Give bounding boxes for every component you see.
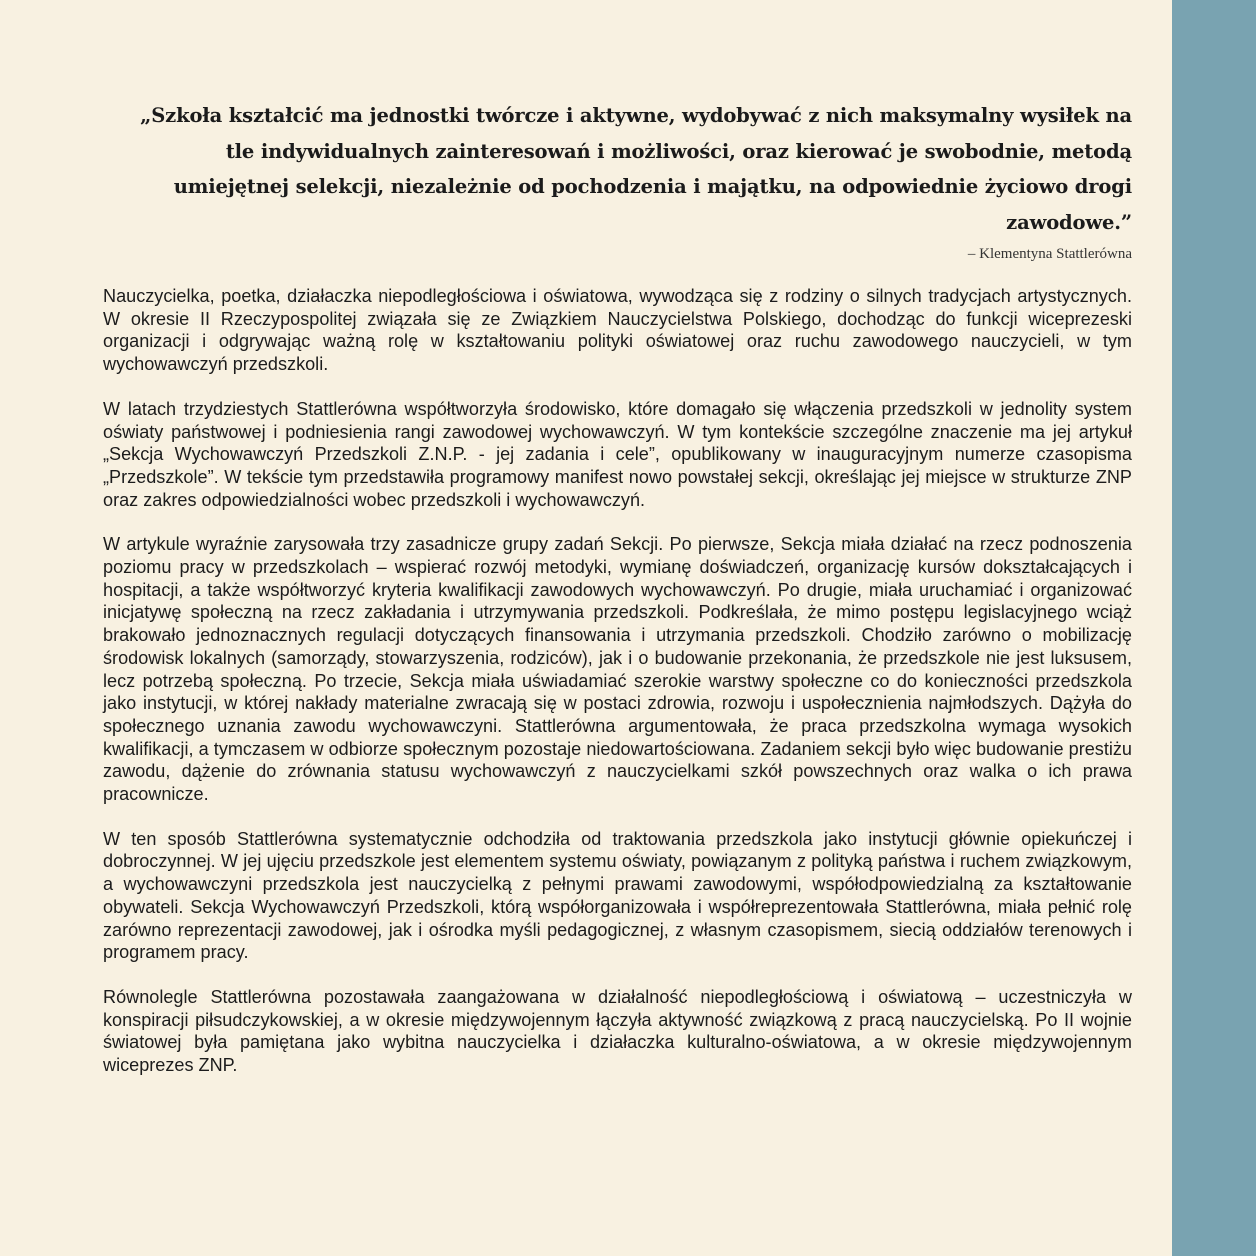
paragraph-4: W ten sposób Stattlerówna systematycznie odchodziła od traktowania przedszkola jako instytucji głównie opiekuńczej i dobroczynnej. W jej ujęciu przedszkole jest elementem systemu oświaty, powiązanym z polityką państwa i ruchem związkowym, a wychowawczyni przedszkola jest nauczycielką z pełnymi prawami zawodowymi, współodpowiedzialną za kształtowanie obywateli. Sekcja Wychowawczyń Przedszkoli, którą współorganizowała i współreprezentowała Stattlerówna, miała pełnić rolę zarówno reprezentacji zawodowej, jak i ośrodka myśli pedagogicznej, z własnym czasopismem, siecią oddziałów terenowych i programem pracy. [103,828,1132,963]
paragraph-2: W latach trzydziestych Stattlerówna współtworzyła środowisko, które domagało się włączenia przedszkoli w jednolity system oświaty państwowej i podniesienia rangi zawodowej wychowawczyń. W tym kontekście szczególne znaczenie ma jej artykuł „Sekcja Wychowawczyń Przedszkoli Z.N.P. - jej zadania i cele”, opublikowany w inauguracyjnym numerze czasopisma „Przedszkole”. W tekście tym przedstawiła programowy manifest nowo powstałej sekcji, określając jej miejsce w strukturze ZNP oraz zakres odpowiedzialności wobec przedszkoli i wychowawczyń. [103,398,1132,510]
paragraph-1: Nauczycielka, poetka, działaczka niepodległościowa i oświatowa, wywodząca się z rodziny o silnych tradycjach artystycznych. W okresie II Rzeczypospolitej związała się ze Związkiem Nauczycielstwa Polskiego, dochodząc do funkcji wiceprezeski organizacji i odgrywając ważną rolę w kształtowaniu polityki oświatowej oraz ruchu zawodowego nauczycieli, w tym wychowawczyń przedszkoli. [103,286,1132,375]
paragraph-3: W artykule wyraźnie zarysowała trzy zasadnicze grupy zadań Sekcji. Po pierwsze, Sekcja miała działać na rzecz podnoszenia poziomu pracy w przedszkolach – wspierać rozwój metodyki, wymianę doświadczeń, organizację kursów dokształcających i hospitacji, a także współtworzyć kryteria kwalifikacji zawodowych wychowawczyń. Po drugie, miała uruchamiać i organizować inicjatywę społeczną na rzecz zakładania i utrzymywania przedszkoli. Podkreślała, że mimo postępu legislacyjnego wciąż brakowało jednoznacznych regulacji dotyczących finansowania i utrzymania przedszkoli. Chodziło zarówno o mobilizację środowisk lokalnych (samorządy, stowarzyszenia, rodziców), jak i o budowanie przekonania, że przedszkole nie jest luksusem, lecz potrzebą społeczną. Po trzecie, Sekcja miała uświadamiać szerokie warstwy społeczne co do konieczności przedszkola jako instytucji, w której nakłady materialne zwracają się w postaci zdrowia, rozwoju i uspołecznienia najmłodszych. Dążyła do społecznego uznania zawodu wychowawczyni. Stattlerówna argumentowała, że praca przedszkolna wymaga wysokich kwalifikacji, a tymczasem w odbiorze społecznym pozostaje niedowartościowana. Zadaniem sekcji było więc budowanie prestiżu zawodu, dążenie do zrównania statusu wychowawczyń z nauczycielkami szkół powszechnych oraz walka o ich prawa pracownicze. [103,534,1132,805]
quote-author: – Klementyna Stattlerówna [967,246,1132,262]
side-color-band [1172,0,1256,1256]
paragraph-5: Równolegle Stattlerówna pozostawała zaangażowana w działalność niepodległościową i oświatową – uczestniczyła w konspiracji piłsudczykowskiej, a w okresie międzywojennym łączyła aktywność związkową z pracą nauczycielską. Po II wojnie światowej była pamiętana jako wybitna nauczycielka i działaczka kulturalno-oświatowa, a w okresie międzywojennym wiceprezes ZNP. [103,986,1132,1076]
article-body [103,285,1132,1099]
quote-block [120,98,1132,263]
quote-text: „Szkoła kształcić ma jednostki twórcze i aktywne, wydobywać z nich maksymalny wysiłek na tle indywidualnych zainteresowań i możliwości, oraz kierować je swobodnie, metodą umiejętnej selekcji, niezależnie od pochodzenia i majątku, na odpowiednie życiowo drogi zawodowe.” [140,104,1132,234]
